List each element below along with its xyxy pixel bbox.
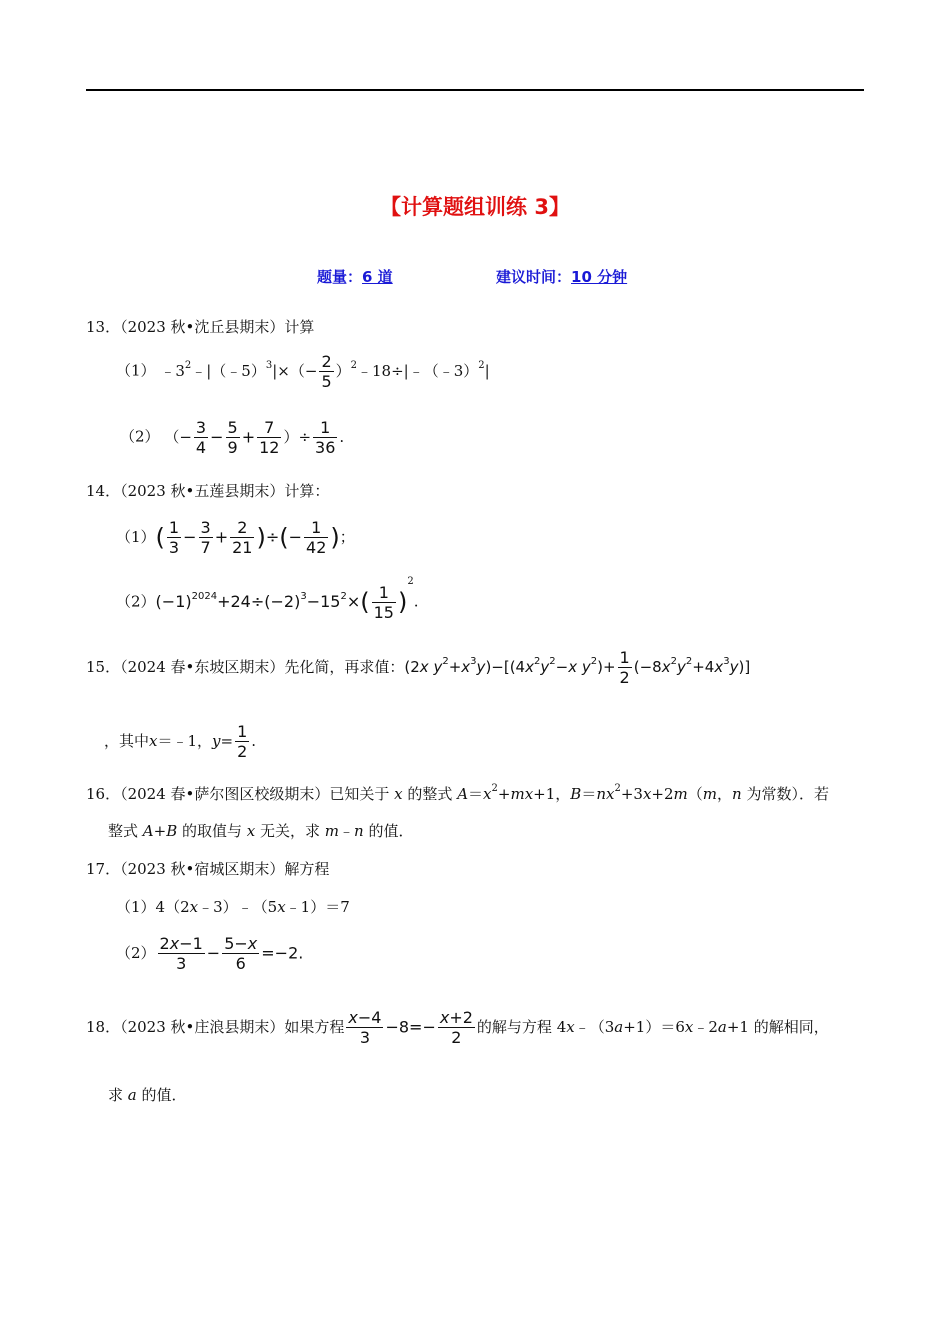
- problem-18-line-2: 求 a 的值．: [108, 1086, 187, 1104]
- time-value: 10 分钟: [571, 268, 628, 286]
- problem-16-number: 16．: [86, 785, 121, 803]
- fraction: $\frac{x+2}{2}$: [439, 1008, 473, 1047]
- problem-13-part-2: （2） （− $\frac{3}{4}$ − $\frac{5}{9}$ + $\frac{7}{12}$ ）÷ $\frac{1}{36}$ .: [120, 418, 345, 457]
- fraction: $\frac{5-x}{6}$: [224, 934, 258, 973]
- fraction: $\frac{2}{21}$: [232, 518, 253, 557]
- page-title: 【计算题组训练 3】: [380, 195, 570, 219]
- fraction: $\frac{1}{36}$: [315, 418, 336, 457]
- problem-15-heading: 15．（2024 春•东坡区期末）先化简，再求值：(2x $y^2+x^3y)-[(4x^2y^2-x$ $y^2)+$ $\frac{1}{2}$ $(-8x^2y^2+4x^3y)$]: [86, 648, 751, 687]
- fraction: $\frac{5}{9}$: [227, 418, 238, 457]
- problem-18-tail: 求: [108, 1086, 124, 1104]
- problem-17-heading: [86, 862, 329, 877]
- problem-18-line-1: 18．（2023 秋•庄浪县期末）如果方程 $\frac{x-4}{3}$ −8=− $\frac{x+2}{2}$ 的解与方程 4x﹣（3a+1）＝6x﹣2a+1 的解相同，: [86, 1008, 829, 1047]
- problem-14-part-2: $(2)(-1)^{2024}+24\div(-2)^3-15^2\times$( $\frac{1}{15}$ )$^2$.: [116, 576, 419, 622]
- part-label: （2）: [116, 944, 156, 962]
- quantity-label: 题量：: [317, 268, 363, 286]
- fraction: $\frac{1}{2}$: [237, 722, 248, 761]
- problem-14-source: （2023 秋•五莲县期末）计算：: [120, 482, 330, 500]
- fraction: $\frac{1}{15}$: [373, 582, 394, 622]
- problem-14-number: 14．: [86, 482, 121, 500]
- fraction: $\frac{7}{12}$: [259, 418, 280, 457]
- problem-16-source: （2024 春•萨尔图区校级期末）已知关于: [120, 785, 390, 803]
- problem-18-end: 的值．: [141, 1086, 187, 1104]
- part-label: （1）: [116, 898, 156, 916]
- problem-14-heading: [86, 484, 329, 499]
- quantity-info: [317, 266, 393, 287]
- problem-15-source: （2024 春•东坡区期末）先化简，再求值：: [120, 658, 405, 676]
- problem-17-source: （2023 秋•宿城区期末）解方程: [120, 860, 330, 878]
- problem-18-number: 18．: [86, 1018, 121, 1036]
- problem-16-line-1: 16．（2024 春•萨尔图区校级期末）已知关于 x 的整式 $A=x^2+mx+1$，$B=nx^2+3x+2m(m$，n 为常数）．若: [86, 783, 829, 803]
- fraction: $\frac{3}{7}$: [200, 518, 211, 557]
- problem-13-number: 13．: [86, 318, 121, 336]
- quantity-value: 6 道: [362, 268, 393, 286]
- part-label: （1）: [116, 528, 156, 546]
- time-info: [496, 266, 627, 287]
- fraction: $\frac{1}{42}$: [306, 518, 327, 557]
- fraction: $\frac{2}{5}$: [321, 352, 332, 391]
- problem-16-line-2: 整式 A+B 的取值与 x 无关，求 m﹣n 的值．: [108, 822, 414, 840]
- part-label: （2）: [120, 427, 160, 446]
- time-label: 建议时间：: [496, 268, 572, 286]
- problem-13-heading: [86, 320, 314, 335]
- problem-13-part-1: （1） $﹣3^2﹣|(﹣5)^3|\times(-$ $\frac{2}{5}$ ）$^2$﹣18÷|﹣（﹣3）$^2$|: [116, 352, 490, 391]
- fraction: $\frac{3}{4}$: [195, 418, 207, 457]
- problem-15-number: 15．: [86, 658, 121, 676]
- problem-17-part-2: （2） $\frac{2x-1}{3}$ − $\frac{5-x}{6}$ =−2.: [116, 934, 304, 973]
- problem-15-condition: ，其中x＝﹣1，y= $\frac{1}{2}$ .: [104, 722, 257, 761]
- fraction: $\frac{1}{3}$: [168, 518, 180, 557]
- problem-17-part-1: （1）4（2x﹣3）﹣（5x﹣1）＝7: [116, 898, 350, 916]
- problem-14-part-1: （1）( $\frac{1}{3}$ − $\frac{3}{7}$ + $\frac{2}{21}$ )÷(− $\frac{1}{42}$ )；: [116, 518, 355, 557]
- header-rule: [86, 89, 864, 91]
- fraction: $\frac{2x-1}{3}$: [159, 934, 203, 973]
- problem-18-source: （2023 秋•庄浪县期末）如果方程: [120, 1018, 345, 1036]
- problem-16-end: 的值．: [368, 822, 414, 840]
- part-label: （2）: [116, 592, 156, 611]
- fraction: $\frac{x-4}{3}$: [348, 1008, 382, 1047]
- part-label: （1）: [116, 361, 156, 380]
- fraction: $\frac{1}{2}$: [619, 648, 630, 687]
- problem-17-number: 17．: [86, 860, 121, 878]
- problem-13-source: （2023 秋•沈丘县期末）计算: [120, 318, 315, 336]
- condition-text: ，其中: [104, 732, 150, 750]
